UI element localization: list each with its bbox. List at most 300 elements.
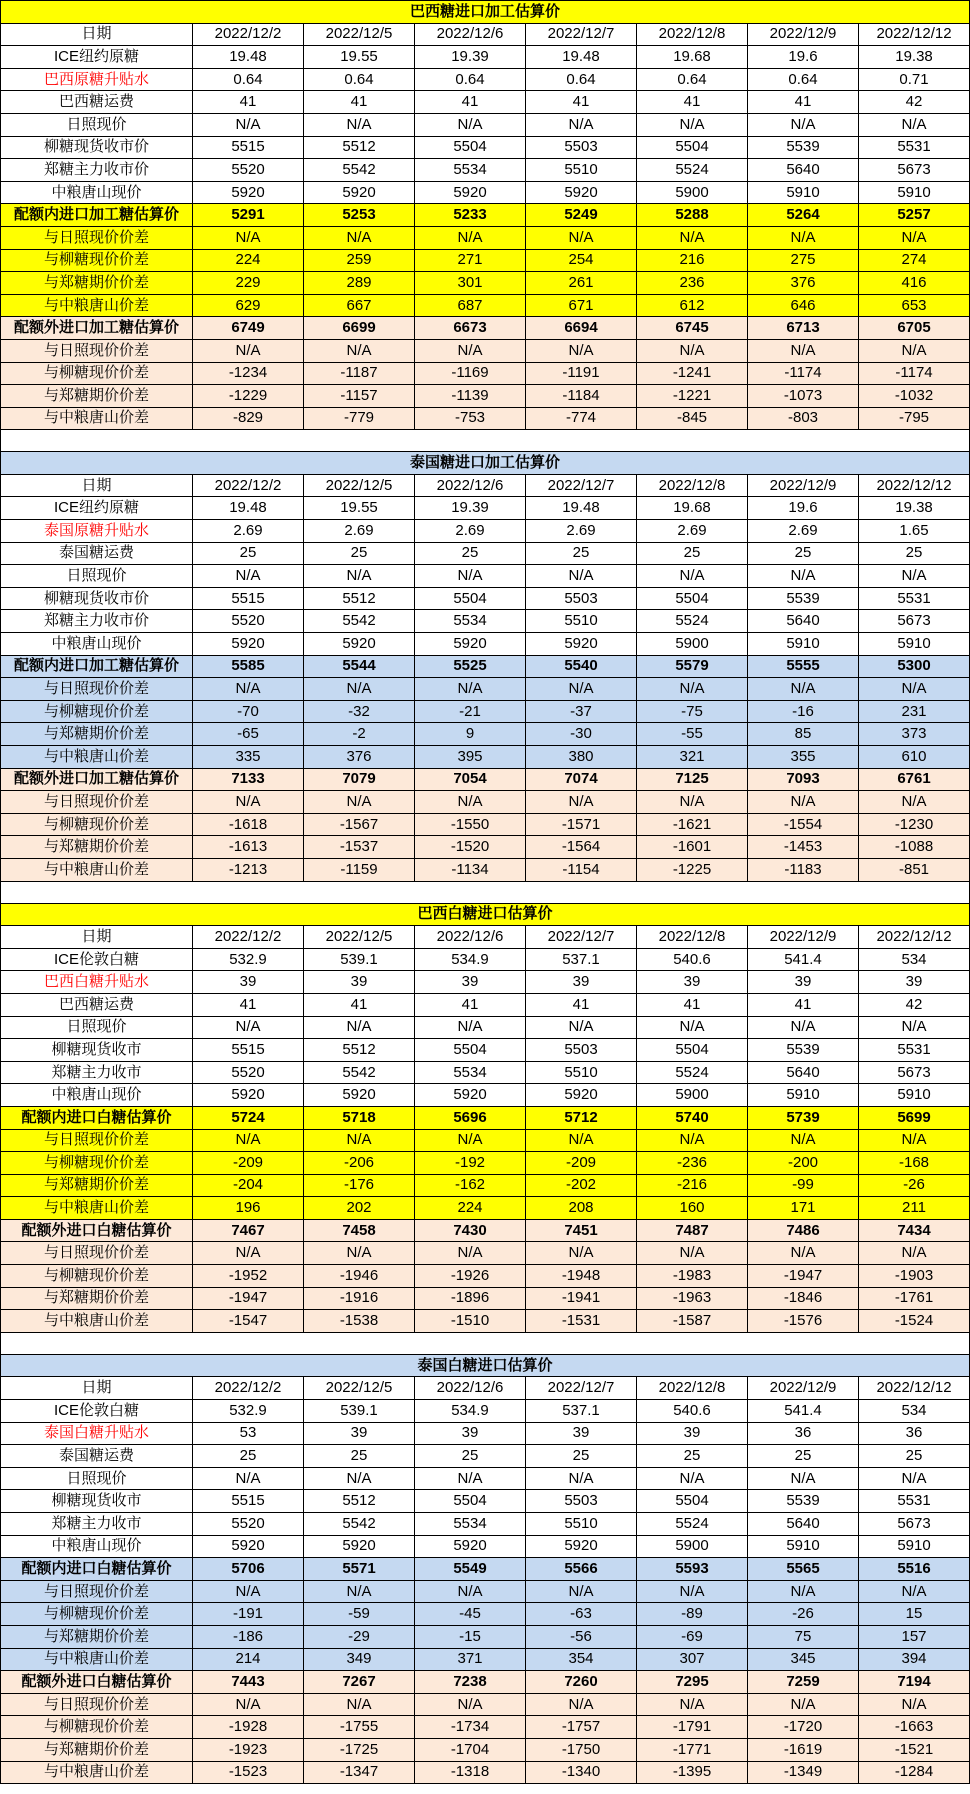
table-cell: 7267 — [304, 1671, 415, 1694]
table-cell: 19.68 — [637, 497, 748, 520]
table-cell: 36 — [859, 1422, 970, 1445]
table-cell: 7125 — [637, 768, 748, 791]
row-label: 日期 — [1, 1377, 193, 1400]
table-cell: 39 — [526, 1422, 637, 1445]
section-table — [0, 903, 970, 1333]
table-cell: N/A — [193, 1129, 304, 1152]
table-cell: 19.6 — [748, 46, 859, 69]
row-label: 日期 — [1, 926, 193, 949]
table-cell: 25 — [415, 1445, 526, 1468]
table-cell: 5504 — [415, 1490, 526, 1513]
table-cell: 7238 — [415, 1671, 526, 1694]
table-row — [1, 46, 970, 69]
table-cell: 41 — [748, 993, 859, 1016]
table-cell: 214 — [193, 1648, 304, 1671]
table-cell: 25 — [304, 542, 415, 565]
table-cell: -176 — [304, 1174, 415, 1197]
table-cell: 5504 — [637, 587, 748, 610]
table-cell: N/A — [415, 1242, 526, 1265]
table-cell: -1948 — [526, 1265, 637, 1288]
table-cell: -1191 — [526, 362, 637, 385]
table-cell: 7486 — [748, 1219, 859, 1242]
table-cell: 540.6 — [637, 948, 748, 971]
table-cell: -1032 — [859, 385, 970, 408]
table-cell: 5520 — [193, 610, 304, 633]
table-cell: N/A — [304, 1580, 415, 1603]
row-label: 与中粮唐山价差 — [1, 1648, 193, 1671]
table-cell: -1395 — [637, 1761, 748, 1784]
table-cell: -1340 — [526, 1761, 637, 1784]
table-cell: 5910 — [748, 181, 859, 204]
table-cell: 19.48 — [193, 46, 304, 69]
table-cell: N/A — [859, 1129, 970, 1152]
table-row — [1, 385, 970, 408]
table-cell: 271 — [415, 249, 526, 272]
table-cell: -16 — [748, 700, 859, 723]
table-cell: -1284 — [859, 1761, 970, 1784]
table-cell: 5920 — [415, 633, 526, 656]
table-cell: 5900 — [637, 1084, 748, 1107]
table-row — [1, 474, 970, 497]
table-cell: 25 — [193, 542, 304, 565]
table-cell: 6745 — [637, 317, 748, 340]
table-cell: 7093 — [748, 768, 859, 791]
table-cell: -1538 — [304, 1310, 415, 1333]
table-cell: 5300 — [859, 655, 970, 678]
table-cell: 25 — [526, 542, 637, 565]
table-cell: -1088 — [859, 836, 970, 859]
table-cell: 9 — [415, 723, 526, 746]
table-cell: 196 — [193, 1197, 304, 1220]
table-cell: 687 — [415, 294, 526, 317]
table-cell: -1073 — [748, 385, 859, 408]
table-cell: 171 — [748, 1197, 859, 1220]
table-cell: -1618 — [193, 813, 304, 836]
table-cell: 5920 — [415, 1084, 526, 1107]
table-cell: N/A — [859, 1016, 970, 1039]
table-cell: N/A — [637, 1580, 748, 1603]
row-label: 日照现价 — [1, 1467, 193, 1490]
row-label: 与郑糖期价价差 — [1, 1738, 193, 1761]
table-cell: N/A — [415, 339, 526, 362]
table-cell: 5524 — [637, 159, 748, 182]
row-label: 与中粮唐山价差 — [1, 1197, 193, 1220]
table-cell: 41 — [193, 993, 304, 1016]
table-row — [1, 136, 970, 159]
table-cell: -26 — [859, 1174, 970, 1197]
table-cell: N/A — [304, 1242, 415, 1265]
table-row — [1, 542, 970, 565]
table-cell: 7079 — [304, 768, 415, 791]
table-cell: 39 — [415, 971, 526, 994]
table-cell: N/A — [637, 1693, 748, 1716]
table-cell: 41 — [637, 91, 748, 114]
table-row — [1, 1242, 970, 1265]
row-label: 与郑糖期价价差 — [1, 272, 193, 295]
table-cell: N/A — [637, 1467, 748, 1490]
table-cell: 208 — [526, 1197, 637, 1220]
table-cell: N/A — [415, 113, 526, 136]
section-title: 泰国白糖进口估算价 — [1, 1354, 970, 1377]
table-cell: N/A — [304, 226, 415, 249]
table-cell: 6673 — [415, 317, 526, 340]
table-cell: N/A — [526, 1467, 637, 1490]
table-cell: N/A — [193, 565, 304, 588]
table-cell: 39 — [304, 1422, 415, 1445]
row-label: 中粮唐山现价 — [1, 1084, 193, 1107]
table-cell: N/A — [859, 1693, 970, 1716]
table-cell: -1791 — [637, 1716, 748, 1739]
table-cell: 7295 — [637, 1671, 748, 1694]
row-label: 与柳糖现价价差 — [1, 1603, 193, 1626]
table-cell: 5900 — [637, 633, 748, 656]
table-cell: -21 — [415, 700, 526, 723]
table-cell: N/A — [748, 339, 859, 362]
table-cell: 7451 — [526, 1219, 637, 1242]
table-cell: -1720 — [748, 1716, 859, 1739]
table-cell: 5593 — [637, 1558, 748, 1581]
table-cell: 5920 — [193, 181, 304, 204]
row-label: 巴西原糖升贴水 — [1, 68, 193, 91]
table-cell: -63 — [526, 1603, 637, 1626]
table-cell: 335 — [193, 746, 304, 769]
table-cell: 211 — [859, 1197, 970, 1220]
row-label: 配额外进口白糖估算价 — [1, 1219, 193, 1242]
table-cell: N/A — [415, 1016, 526, 1039]
table-cell: N/A — [637, 1242, 748, 1265]
table-cell: -1213 — [193, 858, 304, 881]
table-cell: N/A — [637, 113, 748, 136]
table-cell: 5673 — [859, 1513, 970, 1536]
table-cell: 2022/12/9 — [748, 474, 859, 497]
table-cell: -37 — [526, 700, 637, 723]
table-cell: 2022/12/9 — [748, 926, 859, 949]
table-cell: 5524 — [637, 610, 748, 633]
table-cell: 5920 — [526, 1535, 637, 1558]
table-cell: -1916 — [304, 1287, 415, 1310]
table-row — [1, 68, 970, 91]
table-cell: 5910 — [859, 1084, 970, 1107]
row-label: 郑糖主力收市 — [1, 1513, 193, 1536]
table-cell: N/A — [193, 1467, 304, 1490]
table-cell: 259 — [304, 249, 415, 272]
table-cell: -1903 — [859, 1265, 970, 1288]
table-cell: N/A — [637, 565, 748, 588]
table-cell: 5540 — [526, 655, 637, 678]
table-cell: 2022/12/8 — [637, 1377, 748, 1400]
section-spacer — [0, 1333, 970, 1354]
row-label: 配额外进口加工糖估算价 — [1, 317, 193, 340]
table-cell: 39 — [748, 971, 859, 994]
table-cell: 394 — [859, 1648, 970, 1671]
table-cell: N/A — [304, 1129, 415, 1152]
table-cell: N/A — [748, 791, 859, 814]
table-cell: -1755 — [304, 1716, 415, 1739]
table-row — [1, 633, 970, 656]
table-row — [1, 520, 970, 543]
table-cell: N/A — [526, 1016, 637, 1039]
table-cell: 301 — [415, 272, 526, 295]
table-cell: -1510 — [415, 1310, 526, 1333]
table-cell: 376 — [748, 272, 859, 295]
table-cell: 39 — [637, 1422, 748, 1445]
table-cell: -1169 — [415, 362, 526, 385]
row-label: 配额内进口加工糖估算价 — [1, 655, 193, 678]
table-cell: 2.69 — [304, 520, 415, 543]
row-label: 与日照现价价差 — [1, 1129, 193, 1152]
table-cell: 5503 — [526, 1039, 637, 1062]
section-title-row — [1, 1, 970, 24]
table-cell: -1524 — [859, 1310, 970, 1333]
section-title: 巴西糖进口加工估算价 — [1, 1, 970, 24]
table-cell: N/A — [304, 113, 415, 136]
table-cell: -1187 — [304, 362, 415, 385]
table-cell: 667 — [304, 294, 415, 317]
row-label: 泰国原糖升贴水 — [1, 520, 193, 543]
table-cell: 2022/12/2 — [193, 474, 304, 497]
row-label: 巴西糖运费 — [1, 993, 193, 1016]
table-cell: -1947 — [193, 1287, 304, 1310]
section-table — [0, 451, 970, 881]
row-label: 日照现价 — [1, 1016, 193, 1039]
table-cell: 307 — [637, 1648, 748, 1671]
table-row — [1, 1761, 970, 1784]
table-cell: 2022/12/8 — [637, 474, 748, 497]
table-cell: -1453 — [748, 836, 859, 859]
table-cell: 1.65 — [859, 520, 970, 543]
table-cell: N/A — [637, 678, 748, 701]
table-cell: 39 — [304, 971, 415, 994]
table-cell: -1946 — [304, 1265, 415, 1288]
table-cell: 25 — [748, 542, 859, 565]
table-cell: -75 — [637, 700, 748, 723]
table-cell: -795 — [859, 407, 970, 430]
table-cell: 7443 — [193, 1671, 304, 1694]
table-cell: N/A — [193, 113, 304, 136]
row-label: 与郑糖期价价差 — [1, 1287, 193, 1310]
table-cell: 39 — [526, 971, 637, 994]
table-row — [1, 587, 970, 610]
table-cell: 5910 — [859, 633, 970, 656]
table-cell: -89 — [637, 1603, 748, 1626]
table-cell: 395 — [415, 746, 526, 769]
table-row — [1, 204, 970, 227]
table-cell: N/A — [415, 1467, 526, 1490]
row-label: 泰国糖运费 — [1, 542, 193, 565]
table-cell: -1704 — [415, 1738, 526, 1761]
table-cell: N/A — [415, 1580, 526, 1603]
table-cell: 380 — [526, 746, 637, 769]
table-cell: -1846 — [748, 1287, 859, 1310]
table-cell: 5510 — [526, 610, 637, 633]
table-cell: N/A — [526, 339, 637, 362]
table-cell: 5565 — [748, 1558, 859, 1581]
table-cell: 229 — [193, 272, 304, 295]
table-cell: 160 — [637, 1197, 748, 1220]
table-cell: 19.48 — [526, 497, 637, 520]
row-label: 与柳糖现价价差 — [1, 1716, 193, 1739]
table-cell: -1183 — [748, 858, 859, 881]
table-cell: 19.38 — [859, 497, 970, 520]
table-cell: -1225 — [637, 858, 748, 881]
table-cell: 539.1 — [304, 948, 415, 971]
table-cell: 19.39 — [415, 497, 526, 520]
table-cell: 5718 — [304, 1106, 415, 1129]
table-cell: 5673 — [859, 1061, 970, 1084]
table-cell: 532.9 — [193, 948, 304, 971]
table-cell: 371 — [415, 1648, 526, 1671]
table-cell: -168 — [859, 1152, 970, 1175]
table-cell: -1550 — [415, 813, 526, 836]
table-cell: N/A — [526, 113, 637, 136]
table-cell: -236 — [637, 1152, 748, 1175]
table-row — [1, 1287, 970, 1310]
table-cell: 5542 — [304, 1513, 415, 1536]
table-cell: -1663 — [859, 1716, 970, 1739]
table-cell: 41 — [415, 91, 526, 114]
table-row — [1, 497, 970, 520]
table-row — [1, 159, 970, 182]
table-cell: N/A — [748, 678, 859, 701]
table-cell: -1174 — [748, 362, 859, 385]
table-cell: 5510 — [526, 1513, 637, 1536]
table-row — [1, 272, 970, 295]
row-label: 日照现价 — [1, 113, 193, 136]
table-row — [1, 1422, 970, 1445]
table-cell: -1567 — [304, 813, 415, 836]
table-row — [1, 1084, 970, 1107]
table-cell: 25 — [526, 1445, 637, 1468]
table-cell: 7434 — [859, 1219, 970, 1242]
table-cell: -1896 — [415, 1287, 526, 1310]
table-cell: 5504 — [637, 1039, 748, 1062]
table-row — [1, 1693, 970, 1716]
table-cell: -200 — [748, 1152, 859, 1175]
table-cell: -1221 — [637, 385, 748, 408]
row-label: 配额外进口加工糖估算价 — [1, 768, 193, 791]
table-cell: 275 — [748, 249, 859, 272]
table-cell: 5696 — [415, 1106, 526, 1129]
table-cell: 2022/12/2 — [193, 926, 304, 949]
table-cell: N/A — [526, 226, 637, 249]
table-cell: 349 — [304, 1648, 415, 1671]
table-cell: 2022/12/12 — [859, 23, 970, 46]
table-cell: 5910 — [748, 633, 859, 656]
table-row — [1, 1558, 970, 1581]
table-cell: 5512 — [304, 1039, 415, 1062]
table-cell: 2022/12/7 — [526, 23, 637, 46]
table-cell: 416 — [859, 272, 970, 295]
table-row — [1, 700, 970, 723]
table-row — [1, 1219, 970, 1242]
row-label: 与柳糖现价价差 — [1, 1265, 193, 1288]
row-label: 郑糖主力收市价 — [1, 159, 193, 182]
table-cell: N/A — [748, 226, 859, 249]
table-cell: 41 — [526, 993, 637, 1016]
table-cell: 19.6 — [748, 497, 859, 520]
table-cell: 224 — [193, 249, 304, 272]
table-cell: 5515 — [193, 1039, 304, 1062]
table-cell: 5534 — [415, 1513, 526, 1536]
table-cell: N/A — [859, 1580, 970, 1603]
table-cell: 157 — [859, 1625, 970, 1648]
table-cell: 216 — [637, 249, 748, 272]
table-cell: 610 — [859, 746, 970, 769]
table-cell: 5249 — [526, 204, 637, 227]
row-label: 泰国白糖升贴水 — [1, 1422, 193, 1445]
table-cell: 5920 — [304, 181, 415, 204]
table-cell: 7259 — [748, 1671, 859, 1694]
table-cell: 42 — [859, 91, 970, 114]
table-cell: 5531 — [859, 1039, 970, 1062]
table-cell: 0.64 — [415, 68, 526, 91]
table-cell: -191 — [193, 1603, 304, 1626]
table-cell: -1229 — [193, 385, 304, 408]
table-row — [1, 655, 970, 678]
table-row — [1, 768, 970, 791]
table-cell: 6713 — [748, 317, 859, 340]
table-cell: 85 — [748, 723, 859, 746]
table-cell: 5579 — [637, 655, 748, 678]
table-cell: 537.1 — [526, 948, 637, 971]
table-cell: -162 — [415, 1174, 526, 1197]
table-row — [1, 993, 970, 1016]
table-cell: 6694 — [526, 317, 637, 340]
table-row — [1, 1400, 970, 1423]
table-cell: 41 — [526, 91, 637, 114]
table-cell: -45 — [415, 1603, 526, 1626]
table-cell: 5291 — [193, 204, 304, 227]
table-cell: -209 — [526, 1152, 637, 1175]
table-row — [1, 294, 970, 317]
row-label: 郑糖主力收市 — [1, 1061, 193, 1084]
table-cell: 5920 — [193, 1084, 304, 1107]
table-cell: 2022/12/8 — [637, 23, 748, 46]
section-title: 巴西白糖进口估算价 — [1, 903, 970, 926]
table-cell: 5910 — [859, 181, 970, 204]
table-row — [1, 339, 970, 362]
table-cell: 2022/12/5 — [304, 474, 415, 497]
table-cell: N/A — [304, 339, 415, 362]
table-row — [1, 1106, 970, 1129]
row-label: 与郑糖期价价差 — [1, 836, 193, 859]
table-cell: N/A — [748, 1693, 859, 1716]
row-label: 与中粮唐山价差 — [1, 407, 193, 430]
table-row — [1, 971, 970, 994]
table-cell: -753 — [415, 407, 526, 430]
table-cell: -1531 — [526, 1310, 637, 1333]
table-cell: 2022/12/8 — [637, 926, 748, 949]
table-cell: 5640 — [748, 1513, 859, 1536]
row-label: 与日照现价价差 — [1, 1693, 193, 1716]
table-cell: -1349 — [748, 1761, 859, 1784]
table-cell: 629 — [193, 294, 304, 317]
table-cell: N/A — [526, 1693, 637, 1716]
section-table — [0, 0, 970, 430]
table-cell: -1587 — [637, 1310, 748, 1333]
table-cell: 541.4 — [748, 948, 859, 971]
table-cell: 373 — [859, 723, 970, 746]
table-cell: -202 — [526, 1174, 637, 1197]
table-cell: 534 — [859, 948, 970, 971]
table-row — [1, 407, 970, 430]
table-cell: 5539 — [748, 136, 859, 159]
table-cell: -1157 — [304, 385, 415, 408]
table-cell: 5512 — [304, 587, 415, 610]
table-cell: 254 — [526, 249, 637, 272]
table-cell: -851 — [859, 858, 970, 881]
table-cell: N/A — [304, 565, 415, 588]
